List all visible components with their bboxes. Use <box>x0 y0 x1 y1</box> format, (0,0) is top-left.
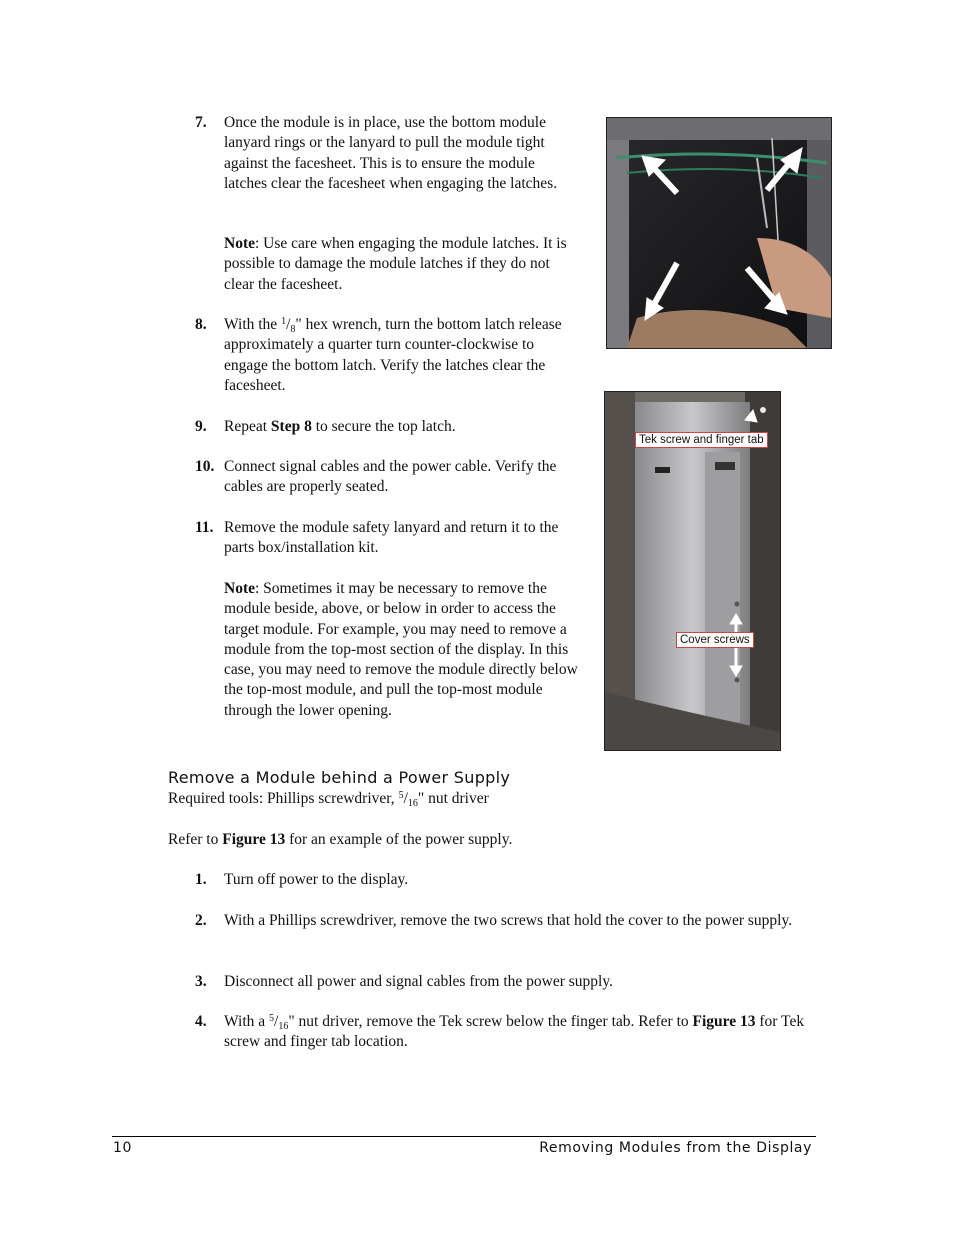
note-latches <box>224 234 580 295</box>
step-9 <box>195 417 580 437</box>
step-text: Remove the module safety lanyard and return it to the parts box/installation kit. <box>224 519 559 557</box>
step-7 <box>195 113 580 194</box>
fraction-denominator: 16 <box>407 798 418 809</box>
step-text: With the $^1/_8$" hex wrench, turn the bottom latch release approximately a quarter turn counter-clockwise to engage the bottom latch. Verify the latches clear the facesheet. <box>224 316 562 394</box>
step-text: Disconnect all power and signal cables from the power supply. <box>224 973 613 990</box>
fraction-numerator: 5 <box>398 790 404 801</box>
step-number: 10. <box>195 458 215 475</box>
step-4 <box>195 1012 815 1053</box>
step-text: With a Phillips screwdriver, remove the two screws that hold the cover to the power supply. <box>224 912 793 929</box>
step-text: Once the module is in place, use the bottom module lanyard rings or the lanyard to pull the module tight against the facesheet. This is to ensure the module latches clear the facesheet when engaging the latches. <box>224 114 558 192</box>
callout-tek-screw: Tek screw and finger tab <box>635 432 768 448</box>
step-number: 11. <box>195 519 214 536</box>
step-11 <box>195 518 580 559</box>
step-number: 9. <box>195 418 207 435</box>
note-access <box>224 579 580 721</box>
callout-cover-screws: Cover screws <box>676 632 754 648</box>
chapter-title: Removing Modules from the Display <box>539 1140 812 1156</box>
step-2 <box>195 911 815 931</box>
step-text: Connect signal cables and the power cable. Verify the cables are properly seated. <box>224 458 557 496</box>
step-1 <box>195 870 815 890</box>
module-latch-photo <box>606 117 832 349</box>
step-number: 7. <box>195 114 207 131</box>
module-latch-photo-icon <box>607 118 831 348</box>
note-label: Note <box>224 235 255 252</box>
fraction-denominator: 8 <box>290 324 296 335</box>
step-8 <box>195 315 580 396</box>
note-text: : Use care when engaging the module latches. It is possible to damage the module latches if they do not clear the facesheet. <box>224 235 567 293</box>
step-text: With a $^5/_{16}$" nut driver, remove the Tek screw below the finger tab. Refer to Figure 13 for Tek screw and finger tab location. <box>224 1013 805 1051</box>
required-tools: Required tools: Phillips screwdriver, $^5/_{16}$" nut driver <box>168 790 489 809</box>
note-label: Note <box>224 580 255 597</box>
step-text: Turn off power to the display. <box>224 871 409 888</box>
fraction-denominator: 16 <box>278 1021 289 1032</box>
step-number: 3. <box>195 973 207 990</box>
footer-rule <box>112 1136 816 1137</box>
refer-figure: Refer to Figure 13 for an example of the power supply. <box>168 831 513 848</box>
fraction-numerator: 5 <box>269 1013 275 1024</box>
fraction-numerator: 1 <box>281 316 287 327</box>
section-heading: Remove a Module behind a Power Supply <box>168 768 511 787</box>
note-text: : Sometimes it may be necessary to remove the module beside, above, or below in order to access the target module. For example, you may need to remove a module from the top-most section of the display. In this case, you may need to remove the module directly below the top-most module, and pull the top-most module through the lower opening. <box>224 580 578 719</box>
page-number: 10 <box>113 1140 133 1156</box>
step-number: 2. <box>195 912 207 929</box>
step-number: 8. <box>195 316 207 333</box>
step-text: Repeat Step 8 to secure the top latch. <box>224 418 456 435</box>
step-3 <box>195 972 815 992</box>
step-number: 4. <box>195 1013 207 1030</box>
step-10 <box>195 457 580 498</box>
step-number: 1. <box>195 871 207 888</box>
